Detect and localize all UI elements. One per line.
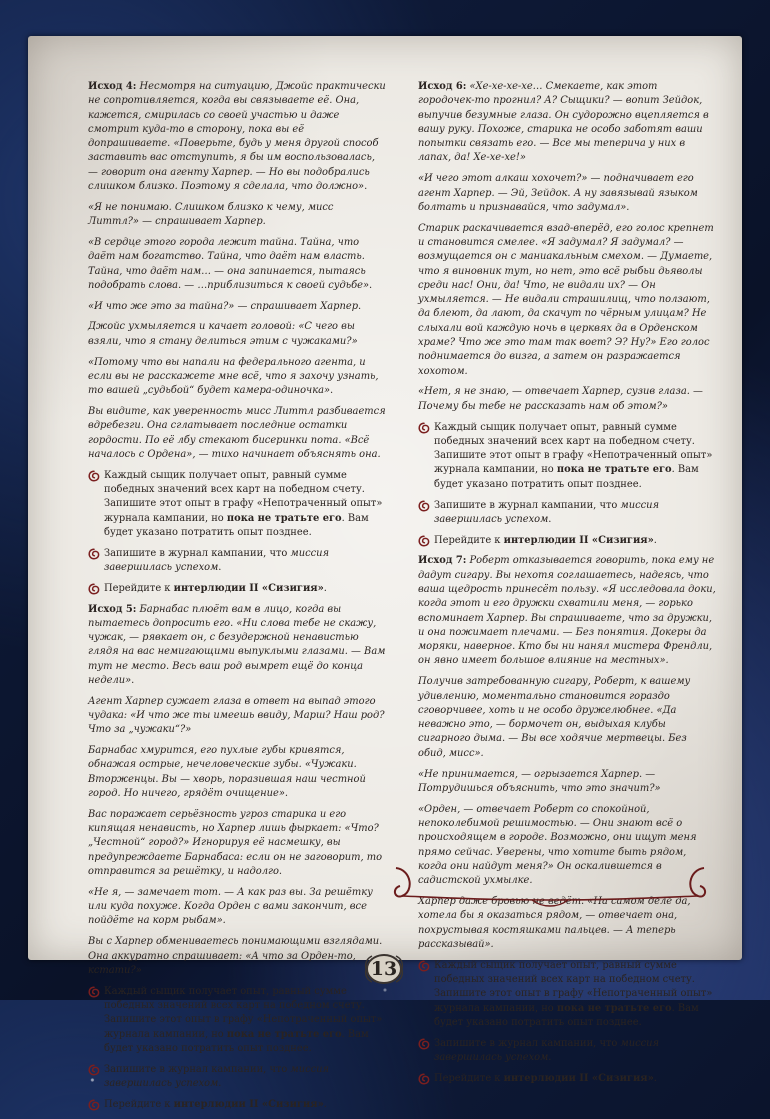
instruction-text: Каждый сыщик получает опыт, равный сумме победных значений всех карт на победном счету. Запишите этот опыт в графу «Непотраченный опыт» журнала кампании, но: [104, 985, 383, 1040]
flourish-ornament: [392, 862, 708, 912]
paragraph: [88, 744, 386, 801]
paragraph: [88, 808, 386, 879]
instruction-item: [88, 582, 386, 596]
outcome-heading: Исход 7:: [418, 555, 467, 567]
instruction-text-end: . Вам будет указано потратить опыт позднее.: [104, 512, 369, 538]
instruction-text-end: .: [323, 1098, 327, 1110]
paragraph-text: «Хе-хе-хе-хе… Смекаете, как этот городочек-то прогнил? А? Сыщики? — вопит Зейдок, выпучив безумные глаза. Он судорожно вцепляется в вашу руку. Похоже, старика не особо заботят ваши попытки связать его. — Все мы теперича у них в лапах, да! Хе-хе-хе!»: [418, 81, 709, 164]
spiral-bullet-icon: [418, 535, 430, 547]
instruction-italic: миссия завершилась успехом: [434, 1037, 660, 1063]
instruction-item: [418, 1037, 716, 1066]
spiral-bullet-icon: [418, 960, 430, 972]
instruction-text: Перейдите к: [434, 1072, 504, 1084]
instruction-text-end: . Вам будет указано потратить опыт позднее.: [434, 1002, 699, 1028]
instruction-emphasis: интерлюдии II «Сизигия»: [173, 1098, 324, 1110]
instruction-text-end: .: [218, 561, 222, 573]
paragraph: [88, 80, 386, 194]
instruction-emphasis: пока не тратьте его: [556, 1002, 672, 1014]
paragraph-text: Вас поражает серьёзность угроз старика и его кипящая ненависть, но Харпер лишь фыркает: «Что? „Честной“ город?» Игнорируя её насмешку, вы предупреждаете Барнабаса: если он не заговорит, то отправится за решётку, и надолго.: [88, 808, 383, 878]
instruction-emphasis: интерлюдии II «Сизигия»: [173, 582, 324, 594]
paragraph-text: Старик раскачивается взад-вперёд, его голос крепнет и становится смелее. «Я задумал? Я задумал? — возмущается он с маниакальным смехом. — Думаете, что я виновник тут, но нет, это всё рыбьи дьяволы среди нас! Они, да! Что, не видали их? — Он ухмыляется. — Не видали страшилищ, что ползают, да блеют, да лают, да скачут по чёрным улицам? Не слыхали вой каждую ночь в церквях да в Орденском храме? Что же это там так воет? Э? Ну?» Его голос поднимается до визга, а затем он разражается хохотом.: [418, 222, 714, 377]
paragraph: [88, 935, 386, 978]
paragraph-text: «Не принимается, — огрызается Харпер. — Потрудишься объяснить, что это значит?»: [418, 768, 661, 794]
instruction-emphasis: пока не тратьте его: [556, 464, 672, 476]
instruction-item: [88, 1098, 386, 1112]
paragraph-text: «Нет, я не знаю, — отвечает Харпер, сузив глаза. — Почему бы тебе не рассказать нам об этом?»: [418, 386, 703, 412]
instruction-text: Каждый сыщик получает опыт, равный сумме победных значений всех карт на победном счету. Запишите этот опыт в графу «Непотраченный опыт» журнала кампании, но: [434, 959, 713, 1014]
spiral-bullet-icon: [88, 986, 100, 998]
instruction-item: [88, 469, 386, 540]
paragraph-text: Несмотря на ситуацию, Джойс практически не сопротивляется, когда вы связываете её. Она, кажется, смирилась со своей участью и даже смотрит куда-то в сторону, пока вы её допрашиваете. «Поверьте, будь у меня другой способ заставить вас отступить, я бы им воспользовалась, — говорит она агенту Харпер. — Но вы подобрались слишком близко. Поэтому я сделала, что должно».: [88, 81, 386, 193]
instruction-text-end: .: [323, 582, 327, 594]
instruction-item: [88, 985, 386, 1056]
instruction-item: [88, 547, 386, 576]
left-column: [88, 80, 386, 1119]
spiral-bullet-icon: [88, 548, 100, 560]
paragraph-text: «Потому что вы напали на федерального агента, и если вы не расскажете мне всё, что я захочу узнать, то вашей „судьбой“ будет камера-одиночка».: [88, 356, 379, 397]
paragraph-text: «Орден, — отвечает Роберт со спокойной, непоколебимой решимостью. — Они знают всё о происходящем в городе. Возможно, они ищут меня прямо сейчас. Уверены, что хотите быть рядом, когда они найдут меня?» Он оскалившется в садистской ухмылке.: [418, 803, 697, 887]
instruction-text-end: .: [548, 1051, 552, 1063]
paragraph: [418, 80, 716, 166]
instruction-text-end: .: [653, 1072, 657, 1084]
instruction-text: Перейдите к: [104, 582, 174, 594]
spiral-bullet-icon: [88, 583, 100, 595]
page-number: 13: [370, 958, 398, 980]
spiral-bullet-icon: [418, 500, 430, 512]
paragraph-text: Вы с Харпер обмениваетесь понимающими взглядами. Она аккуратно спрашивает: «А что за Орден-то, кстати?»: [88, 936, 383, 976]
paragraph-text: «Я не понимаю. Слишком близко к чему, мисс Литтл?» — спрашивает Харпер.: [88, 201, 334, 228]
paragraph: [418, 222, 716, 379]
paragraph-text: «И чего этот алкаш хохочет?» — подначивает его агент Харпер. — Эй, Зейдок. А ну завязывай языком болтать и признавайся, что задумал».: [418, 173, 698, 213]
paragraph: [418, 768, 716, 797]
paragraph-text: «И что же это за тайна?» — спрашивает Харпер.: [88, 300, 362, 312]
paragraph-text: Роберт отказывается говорить, пока ему не дадут сигару. Вы нехотя соглашаетесь, надеясь, что ваша щедрость принесёт пользу. «Я исследовала доки, когда этот и его дружки схватили меня, — горько вспоминает Харпер. Вы спрашиваете, что за дружки, и она пожимает плечами. — Без понятия. Докеры да моряки, наверное. Кто бы ни нанял мистера Френдли, он явно имеет большое влияние на местных».: [418, 555, 716, 667]
instruction-text: Перейдите к: [434, 534, 504, 546]
instruction-text: Запишите в журнал кампании, что: [104, 547, 291, 559]
instruction-italic: миссия завершилась успехом: [104, 1063, 330, 1089]
paragraph: [88, 320, 386, 349]
instruction-text-end: .: [653, 534, 657, 546]
instruction-text-end: . Вам будет указано потратить опыт позднее.: [104, 1028, 369, 1054]
paragraph: [88, 603, 386, 689]
instruction-text: Каждый сыщик получает опыт, равный сумме победных значений всех карт на победном счету. Запишите этот опыт в графу «Непотраченный опыт» журнала кампании, но: [104, 469, 383, 524]
paragraph: [88, 300, 386, 314]
spiral-bullet-icon: [418, 1038, 430, 1050]
instruction-emphasis: пока не тратьте его: [226, 512, 342, 524]
instruction-item: [88, 1063, 386, 1092]
paragraph: [88, 886, 386, 929]
instruction-text-end: .: [548, 513, 552, 525]
outcome-heading: Исход 5:: [88, 603, 137, 615]
instruction-item: [418, 959, 716, 1030]
paragraph-text: Барнабас плюёт вам в лицо, когда вы пытаетесь допросить его. «Ни слова тебе не скажу, чужак, — рявкает он, с безудержной ненавистью глядя на вас немигающими выпуклыми глазами. — Вам тут не место. Весь ваш род вымрет ещё до конца недели».: [88, 603, 386, 686]
instruction-item: [418, 499, 716, 528]
outcome-heading: Исход 4:: [88, 81, 137, 92]
instruction-item: [418, 1072, 716, 1086]
paragraph-text: Вы видите, как уверенность мисс Литтл разбивается вдребезги. Она сглатывает последние остатки гордости. По её лбу стекают бисеринки пота. «Всё началось с Ордена», — тихо начинает объяснять она.: [88, 405, 386, 460]
paragraph-text: Агент Харпер сужает глаза в ответ на выпад этого чудака: «И что же ты имеешь ввиду, Марш? Наш род? Что за „чужаки“?»: [88, 695, 385, 736]
outcome-heading: Исход 6:: [418, 81, 467, 92]
instruction-emphasis: интерлюдии II «Сизигия»: [503, 534, 654, 546]
instruction-text: Перейдите к: [104, 1098, 174, 1110]
paragraph-text: «В сердце этого города лежит тайна. Тайна, что даёт нам богатство. Тайна, что даёт нам власть. Тайна, что даёт нам… — она запинается, пытаясь подобрать слова. — …приблизиться к своей судьбе».: [88, 236, 373, 291]
paragraph-text: Получив затребованную сигару, Роберт, к вашему удивлению, моментально становится гораздо сговорчивее, хоть и не особо дружелюбнее. «Да неважно это, — бормочет он, выдыхая клубы сигарного дыма. — Вы все ходячие мертвецы. Без обид, мисс».: [418, 676, 691, 759]
instruction-italic: миссия завершилась успехом: [434, 499, 660, 525]
instruction-text-end: . Вам будет указано потратить опыт позднее.: [434, 464, 699, 490]
right-column: [418, 80, 716, 1093]
spiral-bullet-icon: [418, 1073, 430, 1085]
instruction-text: Запишите в журнал кампании, что: [434, 499, 621, 511]
paragraph: [88, 356, 386, 399]
paragraph: [88, 236, 386, 293]
spiral-bullet-icon: [418, 422, 430, 434]
paragraph: [418, 554, 716, 668]
instruction-text-end: .: [218, 1077, 222, 1089]
instruction-item: [418, 534, 716, 548]
spiral-bullet-icon: [88, 1099, 100, 1111]
paragraph: [88, 695, 386, 738]
paragraph-text: «Не я, — замечает тот. — А как раз вы. За решётку или куда похуже. Когда Орден с вами закончит, все пойдёте на корм рыбам».: [88, 886, 373, 927]
paragraph-text: Харпер даже бровью не ведёт. «На самом деле да, хотела бы я оказаться рядом, — отвечает она, похрустывая костяшками пальцев. — А теперь рассказывай».: [418, 895, 691, 950]
paragraph: [418, 172, 716, 215]
paragraph: [418, 675, 716, 761]
paragraph: [88, 405, 386, 462]
instruction-text: Каждый сыщик получает опыт, равный сумме победных значений всех карт на победном счету. Запишите этот опыт в графу «Непотраченный опыт» журнала кампании, но: [434, 421, 713, 476]
instruction-emphasis: пока не тратьте его: [226, 1028, 342, 1040]
paragraph: [418, 385, 716, 414]
instruction-emphasis: интерлюдии II «Сизигия»: [503, 1072, 654, 1084]
spiral-bullet-icon: [88, 1064, 100, 1076]
instruction-text: Запишите в журнал кампании, что: [434, 1037, 621, 1049]
instruction-text: Запишите в журнал кампании, что: [104, 1063, 291, 1075]
paragraph-text: Джойс ухмыляется и качает головой: «С чего вы взяли, что я стану делиться этим с чужаками?»: [88, 321, 358, 347]
instruction-item: [418, 421, 716, 492]
instruction-italic: миссия завершилась успехом: [104, 547, 330, 573]
spiral-bullet-icon: [88, 470, 100, 482]
paragraph: [88, 201, 386, 230]
paragraph-text: Барнабас хмурится, его пухлые губы кривятся, обнажая острые, нечеловеческие зубы. «Чужаки. Вторженцы. Вы — хворь, поразившая наш честной город. Но ничего, грядёт очищение».: [88, 745, 366, 800]
page-number-badge: [364, 952, 404, 986]
